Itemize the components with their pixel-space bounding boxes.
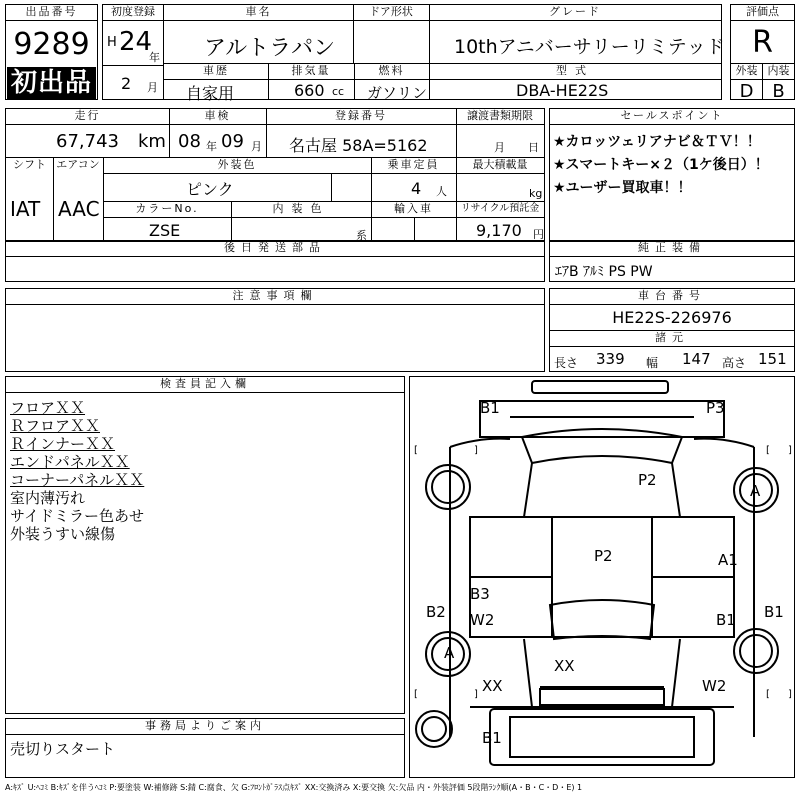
inspector-box: [5, 376, 405, 714]
grade-value: 10thアニバーサリーリミテッド: [454, 36, 725, 58]
mark-b1-bottom: B1: [482, 729, 502, 747]
sales-point-1: ★カロッツェリアナビ＆ＴＶ！！: [553, 134, 761, 150]
inspection-year: 08: [178, 131, 201, 152]
mark-w2-left: W2: [470, 611, 495, 629]
sales-point-2: ★スマートキー×２（1ケ後日）！: [553, 157, 769, 173]
score-value: R: [752, 25, 773, 60]
inspection-year-unit: 年: [206, 140, 217, 153]
equipment-value: ｴｱB ｱﾙﾐ PS PW: [555, 264, 653, 280]
transfer-day-unit: 日: [528, 141, 539, 154]
first-reg-month-unit: 月: [147, 81, 158, 94]
sales-point-3: ★ユーザー買取車！！: [553, 180, 692, 196]
shift-header: シフト: [13, 158, 46, 171]
first-reg-era: H: [107, 35, 117, 50]
capacity-value: 4: [411, 179, 422, 198]
score-box: [730, 4, 795, 100]
transfer-header: 譲渡書類期限: [467, 109, 533, 122]
int-score: B: [772, 81, 785, 102]
inspector-header: 検査員記入欄: [160, 377, 250, 390]
mark-a-right: A: [750, 482, 761, 500]
office-header: 事務局よりご案内: [145, 719, 265, 732]
first-reg-year-unit: 年: [149, 51, 160, 64]
history-header: 車歴: [203, 64, 229, 77]
shift-value: IAT: [10, 197, 41, 221]
grade-header: グレード: [549, 5, 601, 18]
fuel-value: ガソリン: [367, 84, 428, 102]
capacity-unit: 人: [436, 185, 447, 198]
first-reg-year: 24: [119, 27, 153, 57]
inspection-month: 09: [221, 131, 244, 152]
mark-p3: P3: [706, 399, 725, 417]
mark-xx-center: XX: [554, 657, 575, 675]
car-outline-diagram: [410, 377, 794, 777]
model-header: 型式: [556, 64, 594, 77]
score-header: 評価点: [746, 5, 779, 18]
lot-header: 出品番号: [25, 5, 78, 18]
svg-text:[: [: [414, 689, 418, 700]
svg-text:[: [: [414, 445, 418, 456]
capacity-header: 乗車定員: [387, 158, 440, 171]
int-color-header: 内装色: [272, 202, 330, 215]
svg-text:[: [: [766, 689, 770, 700]
caution-header: 注意事項欄: [232, 289, 318, 302]
model-value: DBA-HE22S: [516, 81, 609, 100]
mark-xx-left: XX: [482, 677, 503, 695]
svg-text:]: ]: [474, 689, 478, 700]
width-value: 147: [682, 350, 711, 368]
displacement-value: 660: [294, 81, 325, 100]
lot-box: [5, 4, 98, 100]
plate-header: 登録番号: [335, 109, 387, 122]
dims-header: 諸元: [655, 331, 689, 344]
equipment-box: [549, 240, 795, 282]
svg-text:[: [: [766, 445, 770, 456]
mark-a-left: A: [444, 644, 455, 662]
chassis-header: 車台番号: [638, 289, 706, 302]
sales-points-box: [549, 108, 795, 242]
inspection-month-unit: 月: [251, 140, 262, 153]
inspector-note-4: エンドパネルＸＸ: [10, 453, 130, 471]
inspector-note-8: 外装うすい線傷: [10, 525, 116, 543]
mark-b3: B3: [470, 585, 490, 603]
ext-color-value: ピンク: [186, 180, 234, 199]
recycle-header: リサイクル預託金: [460, 203, 540, 214]
mark-p2-center: P2: [594, 547, 613, 565]
mark-a1: A1: [718, 551, 738, 569]
car-info-box: [163, 4, 725, 103]
chassis-box: [549, 288, 795, 372]
length-label: 長さ: [554, 356, 579, 370]
svg-text:]: ]: [788, 445, 792, 456]
width-label: 幅: [646, 356, 659, 370]
mileage-header: 走行: [74, 109, 101, 122]
svg-text:]: ]: [474, 445, 478, 456]
height-value: 151: [758, 350, 787, 368]
office-box: [5, 718, 405, 778]
mark-p2-upper: P2: [638, 471, 657, 489]
plate-value: 名古屋 58A=5162: [289, 136, 428, 155]
int-color-suffix: 系: [356, 229, 367, 242]
first-reg-header: 初度登録: [111, 5, 155, 18]
chassis-value: HE22S-226976: [612, 308, 732, 327]
later-parts-box: [5, 240, 545, 282]
svg-text:]: ]: [788, 689, 792, 700]
mark-b1-right: B1: [764, 603, 784, 621]
inspector-note-1: フロアＸＸ: [10, 399, 86, 417]
sales-points-header: セールスポイント: [620, 109, 724, 122]
first-reg-box: [102, 4, 164, 100]
later-parts-header: 後日発送部品: [224, 241, 326, 254]
doors-header: ドア形状: [369, 5, 413, 18]
details-box: [5, 108, 545, 242]
first-listing-badge: 初出品: [7, 67, 96, 99]
car-diagram-box: [409, 376, 795, 778]
inspector-note-3: ＲインナーＸＸ: [10, 435, 116, 453]
color-no-header: カラーNo.: [135, 202, 199, 215]
import-header: 輸入車: [394, 202, 433, 215]
height-label: 高さ: [722, 356, 747, 370]
office-value: 売切りスタート: [10, 740, 116, 758]
displacement-header: 排気量: [291, 64, 331, 77]
mark-b2: B2: [426, 603, 446, 621]
ext-color-header: 外装色: [217, 158, 257, 171]
damage-legend: A:ｷｽﾞ U:ﾍｺﾐ B:ｷｽﾞを伴うﾍｺﾐ P:要塗装 W:補修跡 S:錆 C:腐食、欠 G:ﾌﾛﾝﾄｶﾞﾗｽ点ｷｽﾞ XX:交換済み X:要交換 欠:欠品 内・外装評価 5段階ﾗﾝｸ順(A・B・C・D・E) 1: [5, 783, 583, 792]
mileage-unit: km: [138, 131, 166, 152]
inspector-note-2: ＲフロアＸＸ: [10, 417, 101, 435]
first-reg-month: 2: [121, 74, 132, 93]
lot-number: 9289: [13, 27, 90, 62]
mark-b1-mid: B1: [716, 611, 736, 629]
equipment-header: 純正装備: [638, 241, 706, 254]
car-name-header: 車名: [245, 5, 272, 18]
max-load-unit: kg: [529, 187, 543, 200]
color-no-value: ZSE: [149, 221, 181, 240]
mark-w2-right: W2: [702, 677, 727, 695]
length-value: 339: [596, 350, 625, 368]
aircon-value: AAC: [58, 197, 100, 221]
int-score-header: 内装: [767, 64, 790, 77]
max-load-header: 最大積載量: [472, 158, 528, 171]
caution-box: [5, 288, 545, 372]
car-name-value: アルトラパン: [204, 36, 336, 61]
aircon-header: エアコン: [56, 158, 100, 171]
ext-score: D: [739, 81, 754, 102]
fuel-header: 燃料: [378, 64, 405, 77]
recycle-unit: 円: [533, 228, 544, 241]
history-value: 自家用: [186, 84, 235, 103]
inspection-header: 車検: [204, 109, 231, 122]
inspector-note-7: サイドミラー色あせ: [10, 507, 144, 525]
ext-score-header: 外装: [735, 64, 758, 77]
displacement-unit: cc: [332, 85, 345, 98]
mileage-value: 67,743: [56, 131, 119, 152]
inspector-note-5: コーナーパネルＸＸ: [10, 471, 145, 489]
recycle-value: 9,170: [476, 221, 522, 240]
transfer-month-unit: 月: [494, 141, 505, 154]
mark-b1-top: B1: [480, 399, 500, 417]
inspector-note-6: 室内薄汚れ: [10, 489, 86, 507]
